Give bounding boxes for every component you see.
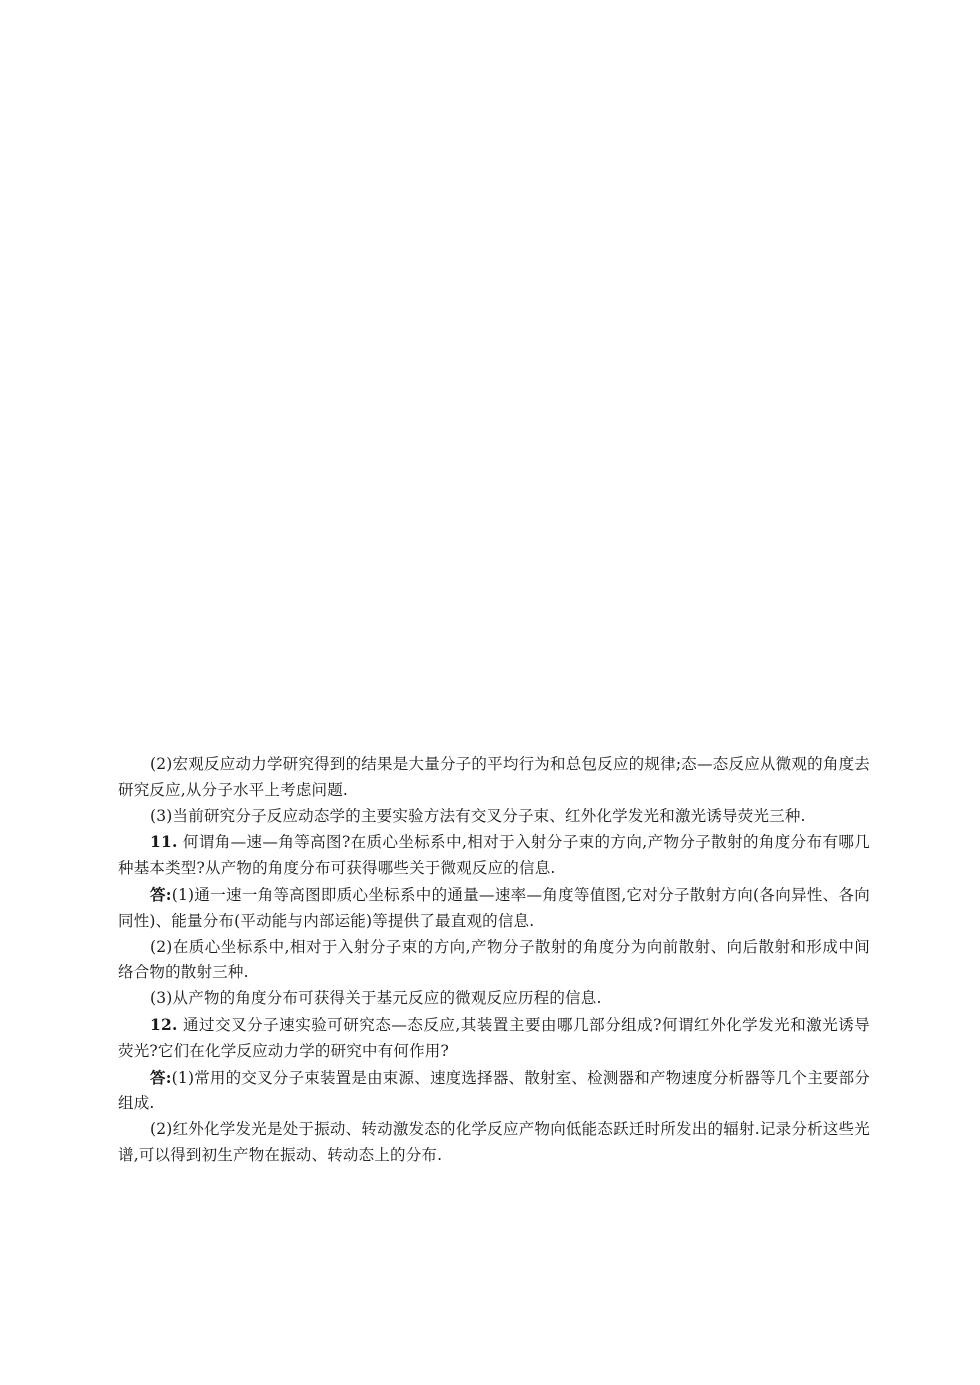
question-text: 通过交叉分子速实验可研究态—态反应,其装置主要由哪几部分组成?何谓红外化学发光和激光诱导荧光?它们在化学反应动力学的研究中有何作用? bbox=[118, 1015, 870, 1060]
answer-paragraph bbox=[118, 1065, 870, 1118]
paragraph bbox=[118, 935, 870, 987]
question-text: 何谓角—速—角等高图?在质心坐标系中,相对于入射分子束的方向,产物分子散射的角度分布有哪几种基本类型?从产物的角度分布可获得哪些关于微观反应的信息. bbox=[118, 833, 870, 878]
answer-text: (1)常用的交叉分子束装置是由束源、速度选择器、散射室、检测器和产物速度分析器等几个主要部分组成. bbox=[118, 1068, 870, 1113]
paragraph bbox=[118, 752, 870, 804]
question-paragraph bbox=[118, 1012, 870, 1065]
paragraph bbox=[118, 804, 870, 830]
paragraph-text: (3)当前研究分子反应动态学的主要实验方法有交叉分子束、红外化学发光和激光诱导荧光三种. bbox=[150, 806, 806, 825]
paragraph-text: (2)宏观反应动力学研究得到的结果是大量分子的平均行为和总包反应的规律;态—态反应从微观的角度去研究反应,从分子水平上考虑问题. bbox=[118, 755, 870, 799]
answer-paragraph bbox=[118, 882, 870, 935]
answer-text: (1)通一速一角等高图即质心坐标系中的通量—速率—角度等值图,它对分子散射方向(各向异性、各向同性)、能量分布(平动能与内部运能)等提供了最直观的信息. bbox=[118, 885, 870, 930]
paragraph bbox=[118, 1117, 870, 1169]
answer-label: 答: bbox=[150, 1067, 172, 1087]
question-paragraph bbox=[118, 829, 870, 882]
paragraph-text: (2)在质心坐标系中,相对于入射分子束的方向,产物分子散射的角度分为向前散射、向后散射和形成中间络合物的散射三种. bbox=[118, 937, 870, 982]
text-block bbox=[118, 752, 870, 1169]
paragraph-text: (2)红外化学发光是处于振动、转动激发态的化学反应产物向低能态跃迁时所发出的辐射.记录分析这些光谱,可以得到初生产物在振动、转动态上的分布. bbox=[118, 1120, 870, 1164]
answer-label: 答: bbox=[150, 884, 172, 904]
paragraph-text: (3)从产物的角度分布可获得关于基元反应的微观反应历程的信息. bbox=[150, 989, 602, 1008]
question-number: 11. bbox=[150, 832, 178, 852]
paragraph bbox=[118, 986, 870, 1012]
question-number: 12. bbox=[150, 1014, 178, 1034]
